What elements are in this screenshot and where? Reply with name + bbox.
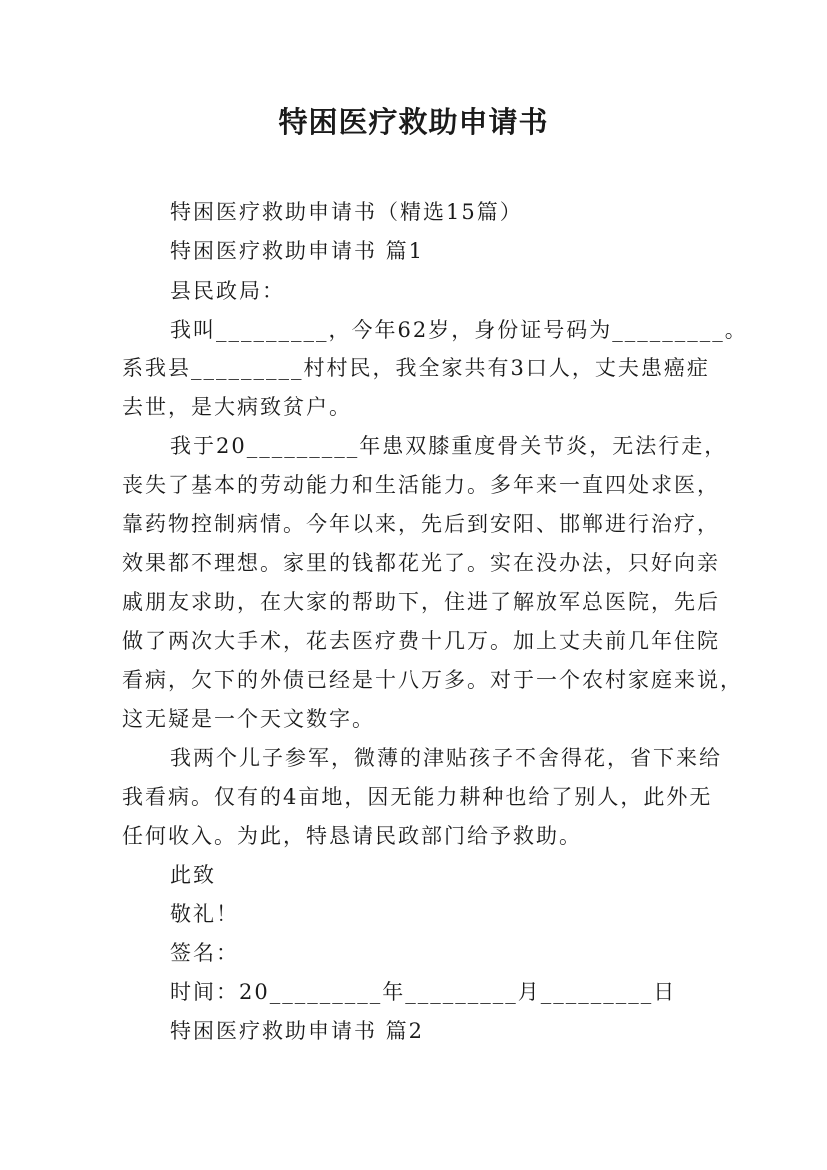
collection-heading: 特困医疗救助申请书（精选15篇） [170,200,523,224]
paragraph-line: 我两个儿子参军，微薄的津贴孩子不舍得花，省下来给 [170,746,722,770]
paragraph-line: 看病，欠下的外债已经是十八万多。对于一个农村家庭来说， [122,668,743,692]
paragraph-line: 系我县_________村村民，我全家共有3口人，丈夫患癌症 [122,356,710,380]
signature-field: 签名： [170,941,239,965]
paragraph-line: 任何收入。为此，特恳请民政部门给予救助。 [122,824,582,848]
page-title: 特困医疗救助申请书 [278,105,549,139]
paragraph-line: 这无疑是一个天文数字。 [122,707,375,731]
paragraph-line: 去世，是大病致贫户。 [122,395,352,419]
salutation: 敬礼！ [170,902,239,926]
paragraph-line: 戚朋友求助，在大家的帮助下，住进了解放军总医院，先后 [122,590,720,614]
section-heading: 特困医疗救助申请书 篇2 [170,1019,425,1043]
addressee: 县民政局： [170,279,285,303]
date-field: 时间：20_________年_________月_________日 [170,980,677,1004]
paragraph-line: 靠药物控制病情。今年以来，先后到安阳、邯郸进行治疗， [122,512,720,536]
paragraph-line: 我看病。仅有的4亩地，因无能力耕种也给了别人，此外无 [122,785,713,809]
section-heading: 特困医疗救助申请书 篇1 [170,239,425,263]
paragraph-line: 我于20_________年患双膝重度骨关节炎，无法行走， [170,434,728,458]
closing-line: 此致 [170,863,216,887]
paragraph-line: 我叫_________，今年62岁，身份证号码为_________。 [170,318,748,342]
paragraph-line: 丧失了基本的劳动能力和生活能力。多年来一直四处求医， [122,473,720,497]
paragraph-line: 效果都不理想。家里的钱都花光了。实在没办法，只好向亲 [122,551,720,575]
paragraph-line: 做了两次大手术，花去医疗费十几万。加上丈夫前几年住院 [122,629,720,653]
